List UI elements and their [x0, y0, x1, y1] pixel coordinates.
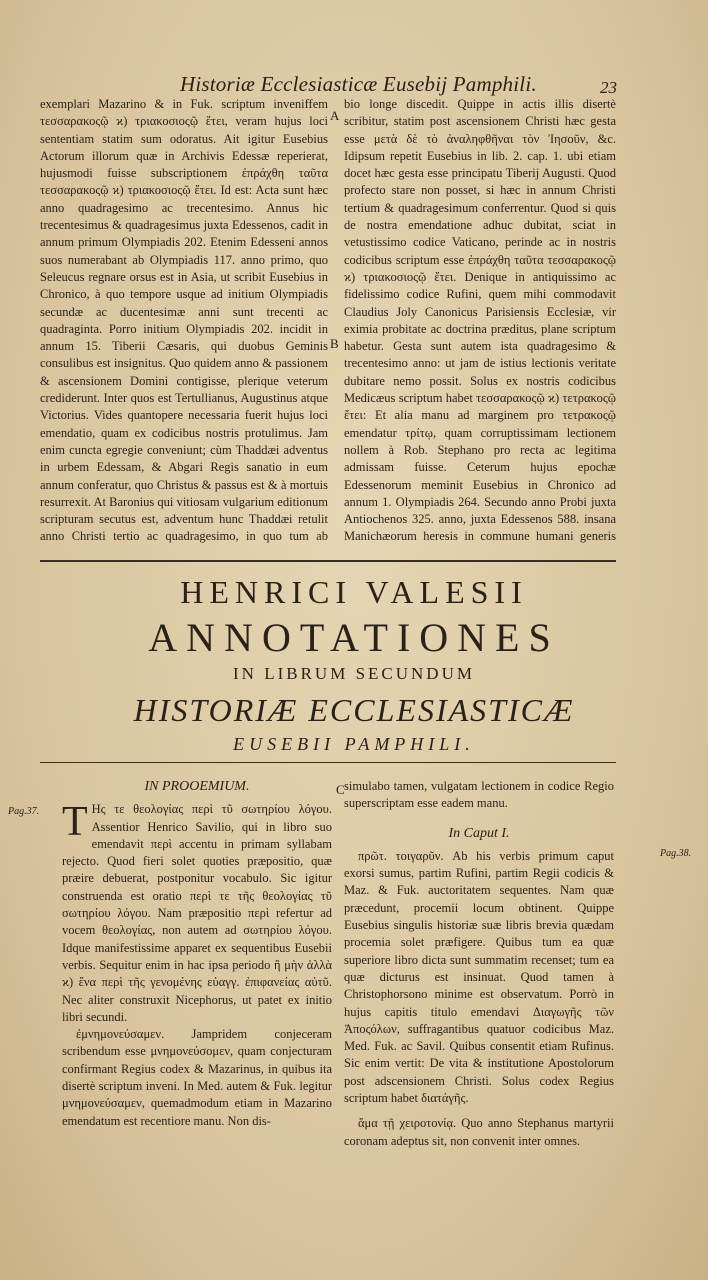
lower-right-column [344, 778, 614, 1168]
margin-page-ref-left: Pag.37. [8, 806, 40, 817]
margin-letter-a: A [330, 108, 340, 123]
section-rule-bottom [40, 762, 616, 763]
section-heading-caput: In Caput I. [448, 825, 510, 841]
running-title: Historiæ Ecclesiasticæ Eusebij Pamphili. [180, 72, 537, 96]
title-author: HENRICI VALESII [180, 574, 528, 610]
margin-letter-c: C [336, 782, 345, 797]
margin-page-ref-right: Pag.38. [660, 848, 692, 859]
margin-letter-b: B [330, 336, 339, 351]
caput-text: πρῶτ. τοιγαρῦν. Ab his verbis primum caput exorsi sumus, partim Rufini, partim Regii codicis & Maz. & Fuk. auctoritatem sequentes. Nam quæ præcedunt, procemii locum obtinent. Quippe Eusebius singulis historiæ suæ libris brevia quædam procemia solet præfigere. Quibus tum ea quæ superiore libro dicta sunt summatim recenset; tum ea quæ dicturus est insinuat. Quod tamen à Christophorsono minime est observatum. Porrò in hujus capitis titulo emendavi Διαγωγῆς τῶν Ἀποςόλων, suffragantibus quatuor codicibus Maz. Med. Fuk. ac Savil. Quibus consentit etiam Rufinus. Sic enim vertit: De vita & institutione Apostolorum post adscensionem Christi. Solus codex Regius scriptum habet διατάγῆς. [344, 848, 614, 1106]
prooemium-note: ἐμνημονεύσαμεν. Jampridem conjeceram scribendum esse μνημονεύσομεν, quam conjecturam confirmant Regius codex & Mazarinus, in quibus ita disertè scriptum inveni. In Med. autem & Fuk. legitur μνημονεύσαμεν, quemadmodum etiam in Mazarino emendatum est recentiore manu. Non dis- [62, 1027, 332, 1128]
title-author-eusebius: EUSEBII PAMPHILI. [233, 734, 475, 754]
lower-left-column [62, 778, 332, 1158]
section-heading-prooemium: IN PROOEMIUM. [144, 779, 250, 794]
caput-note: ἅμα τῇ χειροτονίᾳ. Quo anno Stephanus martyrii coronam adeptus sit, non convenit inter omnes. [344, 1116, 614, 1148]
upper-right-column [344, 96, 616, 546]
prooemium-text: Ης τε θεολογίας περὶ τῦ σωτηρίου λόγου. Assentior Henrico Savilio, qui in libro suo emendavit περὶ accentu in primam syllabam rejecto. Quod fieri solet quoties præpositio, quæ præire debuerat, postponitur vocabulo. Sic igitur construenda est oratio περὶ τε τῆς θεολογίας τῦ σωτηρίου λόγου. Nam præpositio περὶ refertur ad vocem θεολογίας, non autem ad σωτηρίου λόγου. Idque manifestissime apparet ex sequentibus Eusebii verbis. Sequitur enim in hac ipsa periodo ἢ μὴν ἀλλὰ ϰ) ἔνα περὶ τῆς γενομένης εὐαγγ. ἐπιφανείας αὐτῦ. Nec aliter construxit Nicephorus, ut patet ex initio libri secundi. [62, 802, 332, 1024]
drop-cap: T [62, 799, 88, 846]
section-rule-top [40, 560, 616, 562]
upper-left-text: exemplari Mazarino & in Fuk. scriptum inveniffem τεσσαρακοςῷ ϰ) τριακοσιοςῷ ἔτει, veram hujus loci sententiam statim sum odoratus. Ait igitur Eusebius Actorum illorum quæ in Archivis Edessæ reperierat, hujusmodi fuisse subscriptionem ἐπράχθη ταῦτα τεσσαρακοςῷ ϰ) τριακοσιοςῷ ἔτει. Id est: Acta sunt hæc anno quadragesimo ac trecentesimo. Annus hic trecentesimus & quadragesimus juxta Edessenos, cadit in annum primum Olympiadis 202. Etenim Edesseni annos suos numerabant ab Olympiadis 117. anno primo, quo Seleucus regnare orsus est in Asia, ut scribit Eusebius in Chronico, à quo tempore usque ad initium Olympiadis secundæ ac ducentesimæ anni sunt trecenti ac quadraginta. Porro initium Olympiadis 202. incidit in annum 15. Tiberii Cæsaris, qui duobus Geminis consulibus est insignitus. Quo quidem anno & passionem & ascensionem Domini contigisse, plerique veterum crediderunt. Inter quos est Tertullianus, Augustinus atque Victorius. Vides quantopere necessaria fuerit hujus loci emendatio, quam ex codicibus nostris protulimus. Jam enim cuncta egregie conveniunt; cùm Thaddæi adventus in urbem Edessam, & Abgari Regis sanatio in eum annum conferatur, quo Christus & passus est & à mortuis resurrexit. At Baronius qui vitiosam vulgarium editionum scripturam secutus est, adventum hunc Thaddæi retulit anno Christi tertio ac quadragesimo, in quo tum ab [40, 97, 328, 544]
page-number: 23 [600, 78, 617, 97]
title-subtitle: IN LIBRUM SECUNDUM [233, 664, 475, 683]
upper-right-text: bio longe discedit. Quippe in actis illis disertè scribitur, statim post ascensionem Christi hæc gesta esse μετὰ δὲ τὸ ἀναληφθῆναι τὸν Ἰησοῦν, &c. Idipsum repetit Eusebius in lib. 2. cap. 1. ubi etiam docet hæc gesta esse principatu Tiberij Augusti. Quod profecto stare non posset, si hæc in annum Christi tertium & quadragesimum conferrentur. Quod si quis de nostra emendatione adhuc dubitat, sciat in vetustissimo codice Vaticano, perinde ac in nostris codicibus scriptum esse ἐπράχθη ταῦτα τεσσαρακοςῷ ϰ) τριακοσιοςῷ ἔτει. Denique in antiquissimo ac fidelissimo codice Rufini, quem mihi commodavit Claudius Joly Canonicus Parisiensis Ecclesiæ, vir eximia probitate ac doctrina præditus, plane scriptum habetur. Gesta sunt autem ista quadragesimo & trecentesimo anno: ut jam de istius lectionis veritate dubitare nemo possit. Solus ex nostris codicibus Medicæus scriptum habet τεσσαρακοςῷ ϰ) τετρακοςῷ ἔτει: Et alia manu ad marginem pro τετρακοςῷ emendatur τρίτῳ, quam corruptissimam lectionem nollem à Rob. Stephano pro recta ac legitima admissam fuisse. Ceterum hujus epochæ Edessenorum meminit Eusebius in Chronico ad annum 1. Olympiadis 264. Secundo anno Probi juxta Antiochenos 325. anno, juxta Edessenos 588. insana Manichæorum heresis in commune humani generis [344, 97, 616, 544]
title-main: ANNOTATIONES [148, 615, 560, 660]
lower-right-continuation: simulabo tamen, vulgatam lectionem in codice Regio superscriptam esse eadem manu. [344, 779, 614, 811]
upper-left-column [40, 96, 328, 546]
title-work: HISTORIÆ ECCLESIASTICÆ [133, 692, 575, 728]
